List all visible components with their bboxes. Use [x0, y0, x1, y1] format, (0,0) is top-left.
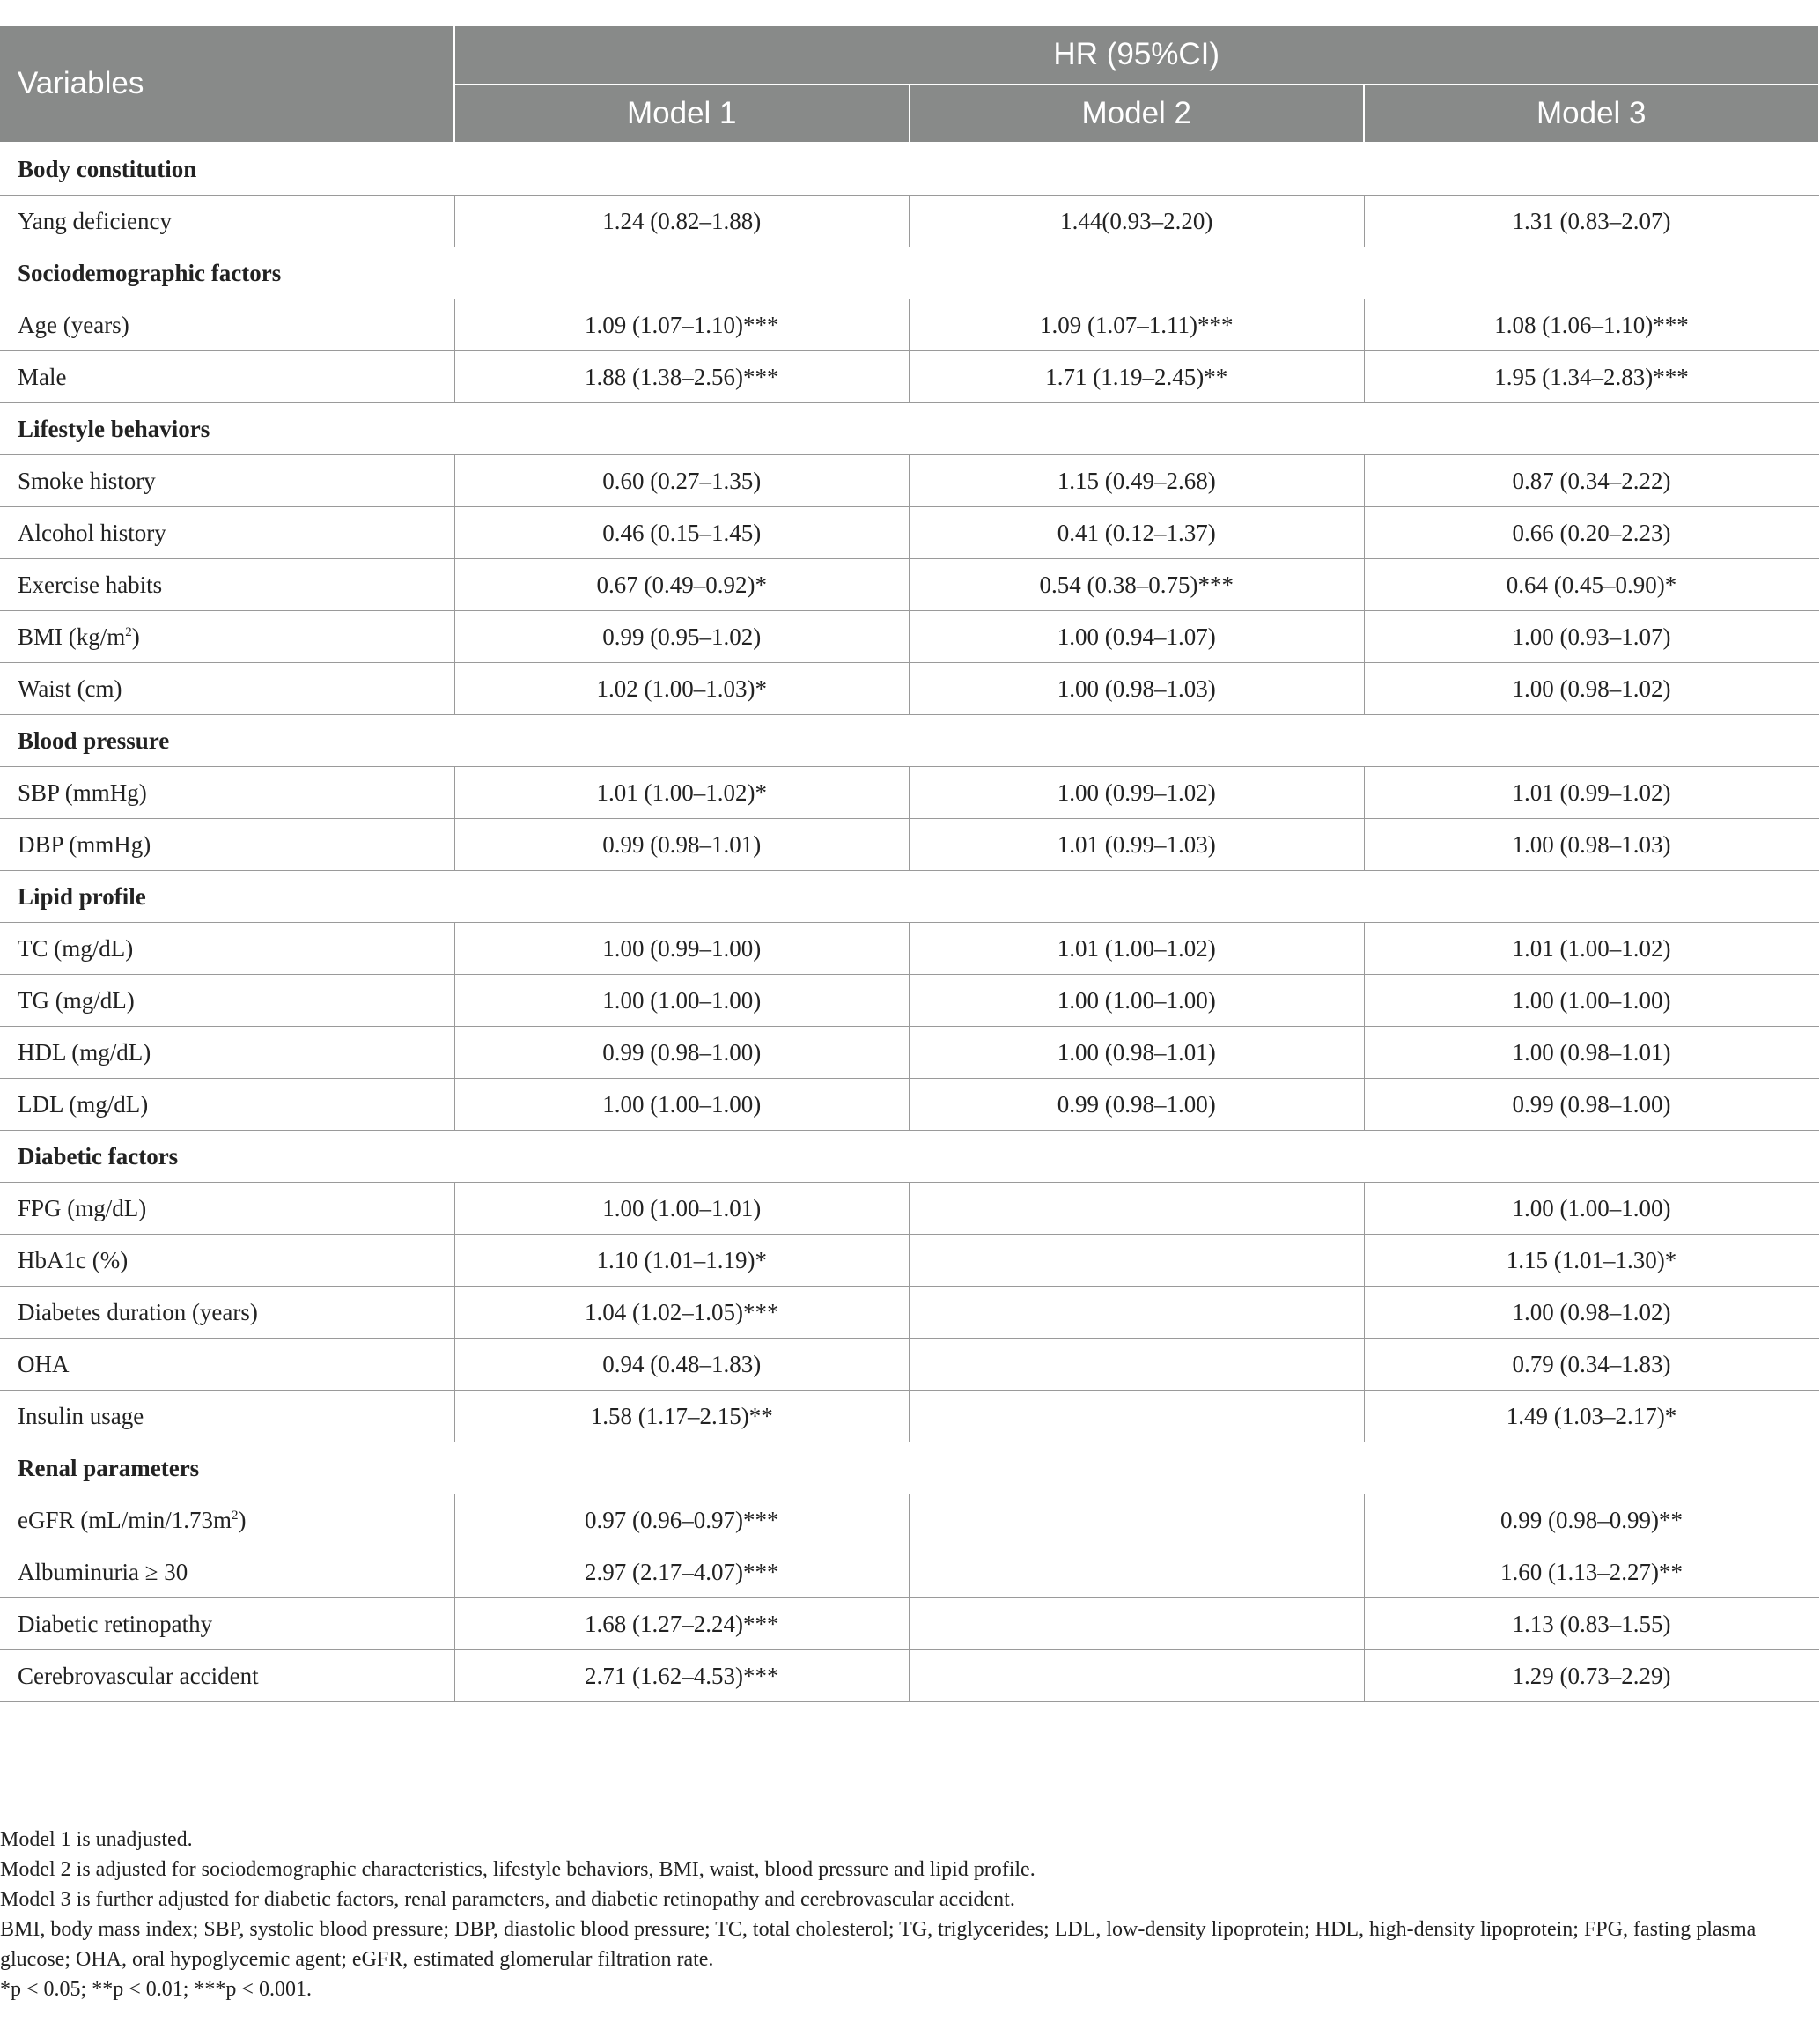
section-row — [0, 871, 1819, 923]
variable-label — [0, 819, 454, 871]
table-row — [0, 1287, 1819, 1339]
hr-model-1-cell: 0.99 (0.98–1.01) — [454, 819, 910, 871]
hr-model-3-cell: 0.99 (0.98–0.99)** — [1364, 1494, 1819, 1546]
variable-label — [0, 1287, 454, 1339]
variable-label-text: Smoke history — [18, 467, 156, 494]
table-row — [0, 1079, 1819, 1131]
hr-model-3-cell: 0.66 (0.20–2.23) — [1364, 507, 1819, 559]
variable-label — [0, 1183, 454, 1235]
variable-label-text: Yang deficiency — [18, 207, 172, 234]
variable-label-superscript: 2 — [125, 624, 132, 639]
hr-model-1-cell: 1.58 (1.17–2.15)** — [454, 1391, 910, 1442]
hr-model-2-cell — [910, 1391, 1365, 1442]
section-heading: Lipid profile — [0, 871, 1819, 923]
hr-model-2-cell: 1.44(0.93–2.20) — [910, 196, 1365, 247]
variable-label — [0, 1650, 454, 1702]
variable-label — [0, 1079, 454, 1131]
variable-label-text: HDL (mg/dL) — [18, 1038, 151, 1066]
variable-label — [0, 975, 454, 1027]
variable-label-text: SBP (mmHg) — [18, 778, 147, 806]
hr-model-3-cell: 1.00 (1.00–1.00) — [1364, 1183, 1819, 1235]
variable-label — [0, 1235, 454, 1287]
table-row — [0, 196, 1819, 247]
section-row — [0, 247, 1819, 299]
section-heading: Diabetic factors — [0, 1131, 1819, 1183]
variable-label — [0, 767, 454, 819]
hr-model-2-cell: 0.41 (0.12–1.37) — [910, 507, 1365, 559]
variable-label-text: Albuminuria ≥ 30 — [18, 1558, 188, 1585]
variable-label — [0, 351, 454, 403]
section-row — [0, 143, 1819, 196]
variable-label — [0, 455, 454, 507]
variable-label — [0, 507, 454, 559]
hr-model-1-cell: 0.94 (0.48–1.83) — [454, 1339, 910, 1391]
header-variables: Variables — [0, 25, 454, 143]
hr-model-3-cell: 1.01 (0.99–1.02) — [1364, 767, 1819, 819]
variable-label — [0, 1391, 454, 1442]
hr-model-2-cell — [910, 1339, 1365, 1391]
hr-model-2-cell — [910, 1235, 1365, 1287]
header-model-1: Model 1 — [454, 85, 910, 143]
variable-label-superscript: 2 — [232, 1508, 239, 1523]
hr-model-2-cell: 1.71 (1.19–2.45)** — [910, 351, 1365, 403]
hr-model-2-cell — [910, 1183, 1365, 1235]
variable-label — [0, 923, 454, 975]
variable-label-text: TC (mg/dL) — [18, 934, 134, 962]
variable-label — [0, 611, 454, 663]
hr-model-1-cell: 0.67 (0.49–0.92)* — [454, 559, 910, 611]
hr-model-3-cell: 1.13 (0.83–1.55) — [1364, 1598, 1819, 1650]
footnote-model-3: Model 3 is further adjusted for diabetic factors, renal parameters, and diabetic retinopathy and cerebrovascular accident. — [0, 1888, 1015, 1911]
variable-label-text: eGFR (mL/min/1.73m — [18, 1506, 232, 1533]
hr-model-3-cell: 0.99 (0.98–1.00) — [1364, 1079, 1819, 1131]
hr-model-1-cell: 1.00 (1.00–1.00) — [454, 1079, 910, 1131]
table-row — [0, 299, 1819, 351]
hr-model-3-cell: 1.31 (0.83–2.07) — [1364, 196, 1819, 247]
hr-model-2-cell: 0.54 (0.38–0.75)*** — [910, 559, 1365, 611]
section-heading: Lifestyle behaviors — [0, 403, 1819, 455]
hr-model-3-cell: 0.64 (0.45–0.90)* — [1364, 559, 1819, 611]
hr-model-3-cell: 1.15 (1.01–1.30)* — [1364, 1235, 1819, 1287]
header-model-3: Model 3 — [1364, 85, 1819, 143]
hr-model-2-cell: 0.99 (0.98–1.00) — [910, 1079, 1365, 1131]
section-heading: Renal parameters — [0, 1442, 1819, 1494]
table-row — [0, 1235, 1819, 1287]
table-header — [0, 25, 1819, 143]
hr-model-2-cell — [910, 1494, 1365, 1546]
variable-label — [0, 1494, 454, 1546]
section-heading: Sociodemographic factors — [0, 247, 1819, 299]
hr-model-1-cell: 0.46 (0.15–1.45) — [454, 507, 910, 559]
table-row — [0, 611, 1819, 663]
hr-model-1-cell: 0.99 (0.98–1.00) — [454, 1027, 910, 1079]
hr-model-2-cell: 1.01 (0.99–1.03) — [910, 819, 1365, 871]
hr-model-1-cell: 1.00 (1.00–1.01) — [454, 1183, 910, 1235]
variable-label-text: BMI (kg/m — [18, 623, 126, 650]
hr-model-1-cell: 0.99 (0.95–1.02) — [454, 611, 910, 663]
hr-model-2-cell: 1.15 (0.49–2.68) — [910, 455, 1365, 507]
hr-model-1-cell: 1.04 (1.02–1.05)*** — [454, 1287, 910, 1339]
hr-model-3-cell: 1.00 (0.93–1.07) — [1364, 611, 1819, 663]
variable-label-text: DBP (mmHg) — [18, 830, 151, 858]
table-row — [0, 351, 1819, 403]
table-row — [0, 663, 1819, 715]
table-body — [0, 143, 1819, 1702]
footnote-model-2: Model 2 is adjusted for sociodemographic characteristics, lifestyle behaviors, BMI, waist, blood pressure and lipid profile. — [0, 1858, 1035, 1881]
table-row — [0, 1650, 1819, 1702]
variable-label-text: FPG (mg/dL) — [18, 1194, 147, 1221]
variable-label — [0, 1339, 454, 1391]
variable-label-text: LDL (mg/dL) — [18, 1090, 149, 1118]
table-row — [0, 1494, 1819, 1546]
table-row — [0, 507, 1819, 559]
footnote-abbreviations: BMI, body mass index; SBP, systolic blood pressure; DBP, diastolic blood pressure; TC, total cholesterol; TG, triglycerides; LDL, low-density lipoprotein; HDL, high-density lipoprotein; FPG, fasting plasma glucose; OHA, oral hypoglycemic agent; eGFR, estimated glomerular filtration rate. — [0, 1918, 1757, 1971]
hr-model-3-cell: 1.00 (0.98–1.02) — [1364, 663, 1819, 715]
hr-model-3-cell: 1.00 (0.98–1.03) — [1364, 819, 1819, 871]
footnote-significance: *p < 0.05; **p < 0.01; ***p < 0.001. — [0, 1978, 312, 2001]
header-model-2: Model 2 — [910, 85, 1365, 143]
table-row — [0, 1391, 1819, 1442]
table-row — [0, 975, 1819, 1027]
table-row — [0, 1598, 1819, 1650]
hr-model-3-cell: 0.87 (0.34–2.22) — [1364, 455, 1819, 507]
variable-label-text: Insulin usage — [18, 1402, 144, 1429]
hr-model-3-cell: 1.00 (0.98–1.02) — [1364, 1287, 1819, 1339]
hr-model-1-cell: 1.68 (1.27–2.24)*** — [454, 1598, 910, 1650]
section-row — [0, 403, 1819, 455]
hr-model-2-cell: 1.00 (0.98–1.01) — [910, 1027, 1365, 1079]
variable-label-suffix: ) — [238, 1506, 247, 1533]
hr-model-2-cell: 1.00 (1.00–1.00) — [910, 975, 1365, 1027]
variable-label — [0, 559, 454, 611]
hr-model-2-cell — [910, 1546, 1365, 1598]
variable-label-text: Diabetic retinopathy — [18, 1610, 213, 1637]
hr-model-2-cell: 1.01 (1.00–1.02) — [910, 923, 1365, 975]
variable-label — [0, 1027, 454, 1079]
hr-model-2-cell: 1.09 (1.07–1.11)*** — [910, 299, 1365, 351]
hr-model-1-cell: 2.97 (2.17–4.07)*** — [454, 1546, 910, 1598]
hazard-ratio-table — [0, 24, 1820, 1702]
variable-label-suffix: ) — [131, 623, 140, 650]
hr-model-3-cell: 1.29 (0.73–2.29) — [1364, 1650, 1819, 1702]
hr-model-1-cell: 1.24 (0.82–1.88) — [454, 196, 910, 247]
hr-model-3-cell: 1.60 (1.13–2.27)** — [1364, 1546, 1819, 1598]
hr-model-3-cell: 1.00 (1.00–1.00) — [1364, 975, 1819, 1027]
variable-label-text: Male — [18, 363, 67, 390]
table-row — [0, 455, 1819, 507]
hr-model-2-cell — [910, 1650, 1365, 1702]
hr-model-1-cell: 2.71 (1.62–4.53)*** — [454, 1650, 910, 1702]
section-row — [0, 1131, 1819, 1183]
table-row — [0, 1546, 1819, 1598]
hr-model-1-cell: 0.60 (0.27–1.35) — [454, 455, 910, 507]
variable-label-text: OHA — [18, 1350, 70, 1377]
hr-model-1-cell: 1.09 (1.07–1.10)*** — [454, 299, 910, 351]
section-row — [0, 715, 1819, 767]
hr-model-2-cell: 1.00 (0.94–1.07) — [910, 611, 1365, 663]
hr-model-1-cell: 1.02 (1.00–1.03)* — [454, 663, 910, 715]
footnote-model-1: Model 1 is unadjusted. — [0, 1828, 193, 1851]
variable-label — [0, 663, 454, 715]
hr-model-3-cell: 1.00 (0.98–1.01) — [1364, 1027, 1819, 1079]
hr-model-2-cell — [910, 1287, 1365, 1339]
variable-label-text: Age (years) — [18, 311, 129, 338]
hr-model-3-cell: 1.01 (1.00–1.02) — [1364, 923, 1819, 975]
variable-label-text: Waist (cm) — [18, 675, 122, 702]
hr-model-3-cell: 1.95 (1.34–2.83)*** — [1364, 351, 1819, 403]
variable-label — [0, 299, 454, 351]
section-heading: Body constitution — [0, 143, 1819, 196]
hr-model-3-cell: 1.49 (1.03–2.17)* — [1364, 1391, 1819, 1442]
variable-label — [0, 1598, 454, 1650]
header-hr-95ci: HR (95%CI) — [454, 25, 1819, 85]
variable-label-text: Exercise habits — [18, 571, 163, 598]
variable-label — [0, 196, 454, 247]
table-footnotes — [0, 1825, 1814, 2004]
table-row — [0, 767, 1819, 819]
variable-label-text: Diabetes duration (years) — [18, 1298, 258, 1325]
hr-model-2-cell: 1.00 (0.98–1.03) — [910, 663, 1365, 715]
results-table-container — [0, 24, 1819, 1702]
variable-label-text: Alcohol history — [18, 519, 166, 546]
hr-model-3-cell: 0.79 (0.34–1.83) — [1364, 1339, 1819, 1391]
table-row — [0, 1027, 1819, 1079]
table-row — [0, 559, 1819, 611]
table-row — [0, 819, 1819, 871]
table-row — [0, 923, 1819, 975]
table-row — [0, 1183, 1819, 1235]
hr-model-2-cell: 1.00 (0.99–1.02) — [910, 767, 1365, 819]
hr-model-1-cell: 1.00 (1.00–1.00) — [454, 975, 910, 1027]
variable-label-text: TG (mg/dL) — [18, 986, 135, 1014]
hr-model-3-cell: 1.08 (1.06–1.10)*** — [1364, 299, 1819, 351]
table-row — [0, 1339, 1819, 1391]
section-heading: Blood pressure — [0, 715, 1819, 767]
hr-model-1-cell: 1.88 (1.38–2.56)*** — [454, 351, 910, 403]
hr-model-1-cell: 1.00 (0.99–1.00) — [454, 923, 910, 975]
hr-model-1-cell: 0.97 (0.96–0.97)*** — [454, 1494, 910, 1546]
hr-model-1-cell: 1.10 (1.01–1.19)* — [454, 1235, 910, 1287]
variable-label — [0, 1546, 454, 1598]
variable-label-text: Cerebrovascular accident — [18, 1662, 259, 1689]
hr-model-1-cell: 1.01 (1.00–1.02)* — [454, 767, 910, 819]
section-row — [0, 1442, 1819, 1494]
hr-model-2-cell — [910, 1598, 1365, 1650]
variable-label-text: HbA1c (%) — [18, 1246, 129, 1273]
